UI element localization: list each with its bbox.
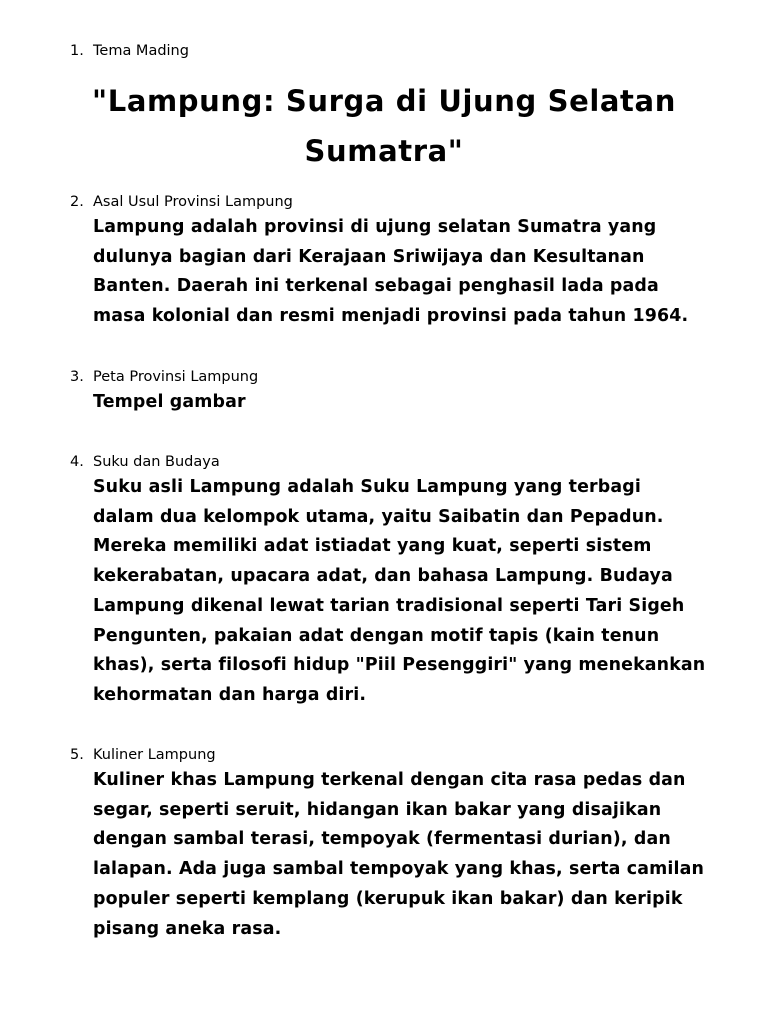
section-4-label: Suku dan Budaya xyxy=(93,454,220,470)
section-3-label: Peta Provinsi Lampung xyxy=(93,369,259,385)
section-3-number: 3. xyxy=(70,369,84,385)
section-4-body: Suku asli Lampung adalah Suku Lampung yang terbagi dalam dua kelompok utama, yaitu Saibatin dan Pepadun. Mereka memiliki adat istiadat yang kuat, seperti sistem kekerabatan, upacara adat, dan bahasa Lampung. Budaya Lampung dikenal lewat tarian tradisional seperti Tari Sigeh Pengunten, pakaian adat dengan motif tapis (kain tenun khas), serta filosofi hidup "Piil Pesenggiri" yang menekankan kehormatan dan harga diri. xyxy=(93,477,706,705)
section-5-body: Kuliner khas Lampung terkenal dengan cita rasa pedas dan segar, seperti seruit, hidangan ikan bakar yang disajikan dengan sambal terasi, tempoyak (fermentasi durian), dan lalapan. Ada juga sambal tempoyak yang khas, serta camilan populer seperti kemplang (kerupuk ikan bakar) dan keripik pisang aneka rasa. xyxy=(93,770,704,939)
section-3-heading xyxy=(70,369,730,386)
section-5 xyxy=(70,747,730,944)
section-5-number: 5. xyxy=(70,747,84,763)
section-2 xyxy=(70,194,730,332)
section-1-label: Tema Mading xyxy=(93,43,189,59)
section-2-number: 2. xyxy=(70,194,84,210)
section-5-label: Kuliner Lampung xyxy=(93,747,216,763)
section-1 xyxy=(70,43,730,60)
section-4-number: 4. xyxy=(70,454,84,470)
section-3-body: Tempel gambar xyxy=(93,392,246,412)
section-2-label: Asal Usul Provinsi Lampung xyxy=(93,194,293,210)
section-4 xyxy=(70,454,730,711)
section-2-heading xyxy=(70,194,730,211)
section-5-heading xyxy=(70,747,730,764)
theme-title: "Lampung: Surga di Ujung Selatan Sumatra" xyxy=(92,84,676,168)
section-2-body: Lampung adalah provinsi di ujung selatan Sumatra yang dulunya bagian dari Kerajaan Sriwijaya dan Kesultanan Banten. Daerah ini terkenal sebagai penghasil lada pada masa kolonial dan resmi menjadi provinsi pada tahun 1964. xyxy=(93,217,689,327)
section-4-heading xyxy=(70,454,730,471)
section-3 xyxy=(70,369,730,418)
section-1-heading xyxy=(70,43,730,60)
section-1-number: 1. xyxy=(70,43,84,59)
